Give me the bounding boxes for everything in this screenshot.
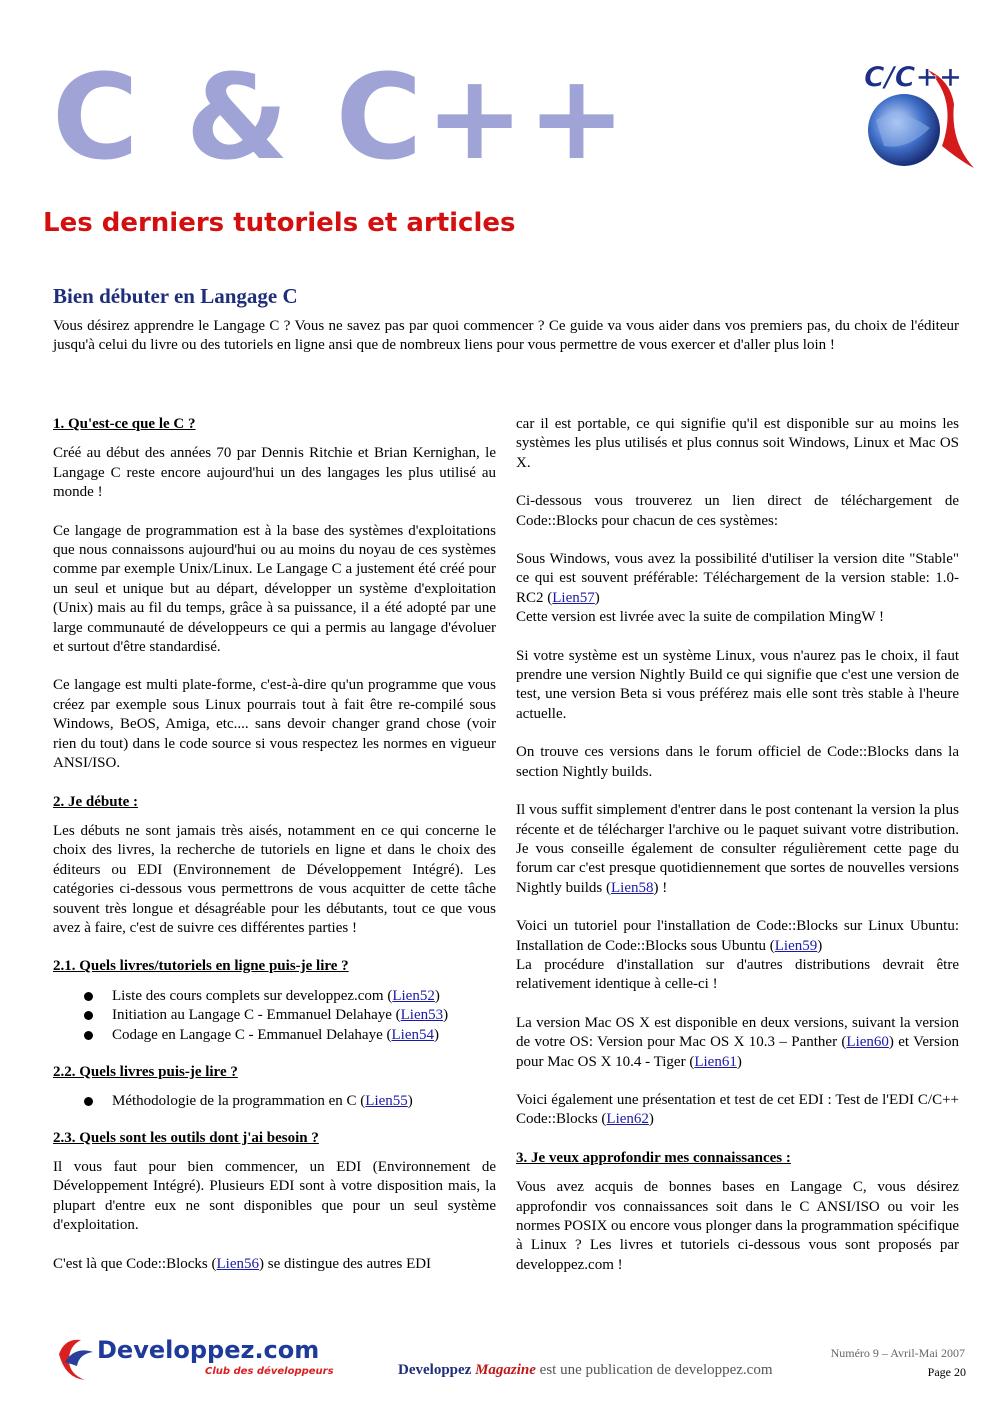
heading-what-is-c: 1. Qu'est-ce que le C ? <box>53 416 196 432</box>
list-item: Initiation au Langage C - Emmanuel Delahaye (Lien53) <box>53 1006 496 1026</box>
svg-text:Developpez.com: Developpez.com <box>97 1336 320 1364</box>
link-lien60[interactable]: Lien60 <box>846 1034 889 1051</box>
publisher-line: Developpez Magazine est une publication de developpez.com <box>398 1362 773 1378</box>
paragraph: Créé au début des années 70 par Dennis Ritchie et Brian Kernighan, le Langage C reste encore aujourd'hui un des langages les plus utilisé au monde ! <box>53 445 496 501</box>
link-lien57[interactable]: Lien57 <box>552 589 595 606</box>
link-lien58[interactable]: Lien58 <box>611 879 654 896</box>
paragraph: Sous Windows, vous avez la possibilité d'utiliser la version dite "Stable" ce qui est souvent préférable: Téléchargement de la version stable: 1.0-RC2 (Lien57) Cette version est livrée avec la suite de compilation MingW ! <box>516 551 959 626</box>
link-lien61[interactable]: Lien61 <box>694 1053 737 1070</box>
paragraph: Si votre système est un système Linux, vous n'aurez pas le choix, il faut prendre une version Nightly Build ce qui signifie que c'est une version de test, une version Beta si vous préférez mais elle sont très stable à l'heure actuelle. <box>516 647 959 722</box>
c-cpp-logo <box>858 50 978 174</box>
paragraph: Il vous faut pour bien commencer, un EDI (Environnement de Développement Intégré). Plusieurs EDI sont à votre disposition mais, la plupart d'entre eux ne sont disponibles que pour un seul système d'exploitation. <box>53 1158 496 1234</box>
list-item: Liste des cours complets sur developpez.com (Lien52) <box>53 987 496 1007</box>
paragraph: Vous avez acquis de bonnes bases en Langage C, vous désirez approfondir vos connaissances soit dans le C ANSI/ISO ou voir les normes POSIX ou encore vous plonger dans la programmation spécifique à Linux ? Les livres et tutoriels ci-dessous vous sont proposés par developpez.com ! <box>516 1179 959 1273</box>
paragraph: On trouve ces versions dans le forum officiel de Code::Blocks dans la section Nightly builds. <box>516 744 959 780</box>
heading-beginner: 2. Je débute : <box>53 793 138 810</box>
svg-text:Club des développeurs: Club des développeurs <box>205 1366 334 1377</box>
magazine-section-title: C & C++ <box>52 48 630 186</box>
article-title: Bien débuter en Langage C <box>53 284 298 308</box>
paragraph: La version Mac OS X est disponible en deux versions, suivant la version de votre OS: Version pour Mac OS X 10.3 – Panther (Lien60) et Version pour Mac OS X 10.4 - Tiger (Lien61) <box>516 1014 959 1070</box>
link-lien54[interactable]: Lien54 <box>391 1026 434 1043</box>
paragraph: Ce langage de programmation est à la base des systèmes d'exploitations que nous connaissons aujourd'hui ou au moins du noyau de ces systèmes comme par exemple Unix/Linux. Le Langage C a justement été créé pour un seul et unique but au départ, développer un système d'exploitation (Unix) mais au fil du temps, grâce à sa puissance, il a été adopté par une large communauté de développeurs ce qui a permis au langage d'évoluer et surtout d'être standardisé. <box>53 522 496 656</box>
tutorial-list <box>53 987 496 1046</box>
paragraph: Les débuts ne sont jamais très aisés, notamment en ce qui concerne le choix des livres, la recherche de tutoriels en ligne et dans le choix des éditeurs ou EDI (Environnement de Développement Intégré). Les catégories ci-dessous vous permettrons de vous acquitter de cette tâche souvent très longue et désagréable pour les débutants, tout ce que vous avez à faire, c'est de suivre ces différentes parties ! <box>53 822 496 936</box>
right-column <box>516 415 959 1275</box>
paragraph: Voici un tutoriel pour l'installation de Code::Blocks sur Linux Ubuntu: Installation de Code::Blocks sous Ubuntu (Lien59) La procédure d'installation sur d'autres distributions devrait être relativement identique à celle-ci ! <box>516 918 959 993</box>
book-list <box>53 1092 496 1112</box>
svg-text:C/C++: C/C++ <box>864 60 963 93</box>
paragraph: car il est portable, ce qui signifie qu'il est disponible sur au moins les systèmes les plus utilisés et plus connus soit Windows, Linux et Mac OS X. <box>516 416 959 471</box>
heading-books: 2.2. Quels livres puis-je lire ? <box>53 1063 238 1080</box>
issue-info: Numéro 9 – Avril-Mai 2007 <box>830 1346 965 1360</box>
page-number: Page 20 <box>927 1365 966 1379</box>
bullet-icon <box>84 1097 93 1106</box>
heading-books-tutorials: 2.1. Quels livres/tutoriels en ligne puis-je lire ? <box>53 958 349 975</box>
heading-advanced: 3. Je veux approfondir mes connaissances : <box>516 1149 791 1166</box>
link-lien53[interactable]: Lien53 <box>400 1007 444 1024</box>
article-intro: Vous désirez apprendre le Langage C ? Vous ne savez pas par quoi commencer ? Ce guide va vous aider dans vos premiers pas, du choix de l'éditeur jusqu'à celui du livre ou des tutoriels en ligne ansi que de nombreux liens pour vous permettre de vous exercer et d'aller plus loin ! <box>53 318 959 354</box>
bullet-icon <box>84 1031 93 1040</box>
developpez-logo <box>55 1332 334 1384</box>
paragraph: C'est là que Code::Blocks (Lien56) se distingue des autres EDI <box>53 1255 432 1272</box>
link-lien59[interactable]: Lien59 <box>774 937 818 954</box>
paragraph: Ce langage est multi plate-forme, c'est-à-dire qu'un programme que vous créez par exemple sous Linux pourrais tout à fait être re-compilé sous Windows, BeOS, Amiga, etc.... sans devoir changer grand chose (voir rien du tout) dans le code source si vous respectez les normes en vigueur ANSI/ISO. <box>53 677 496 772</box>
section-heading: Les derniers tutoriels et articles <box>43 208 516 238</box>
paragraph: Il vous suffit simplement d'entrer dans le post contenant la version la plus récente et de télécharger l'archive ou le paquet suivant votre distribution. Je vous conseille également de consulter régulièrement cette page du forum car c'est presque quotidiennement que sortes de nouvelles versions Nightly builds (Lien58) ! <box>516 802 959 896</box>
paragraph: Ci-dessous vous trouverez un lien direct de téléchargement de Code::Blocks pour chacun de ces systèmes: <box>516 493 959 529</box>
paragraph: Voici également une présentation et test de cet EDI : Test de l'EDI C/C++ Code::Blocks (Lien62) <box>516 1091 959 1128</box>
list-item: Méthodologie de la programmation en C (Lien55) <box>53 1092 496 1112</box>
list-item: Codage en Langage C - Emmanuel Delahaye (Lien54) <box>53 1026 496 1046</box>
left-column <box>53 415 496 1274</box>
heading-tools: 2.3. Quels sont les outils dont j'ai besoin ? <box>53 1129 319 1146</box>
bullet-icon <box>84 1011 93 1020</box>
link-lien62[interactable]: Lien62 <box>606 1111 649 1128</box>
link-lien55[interactable]: Lien55 <box>365 1092 408 1109</box>
link-lien56[interactable]: Lien56 <box>216 1255 260 1272</box>
bullet-icon <box>84 992 93 1001</box>
link-lien52[interactable]: Lien52 <box>392 987 435 1004</box>
